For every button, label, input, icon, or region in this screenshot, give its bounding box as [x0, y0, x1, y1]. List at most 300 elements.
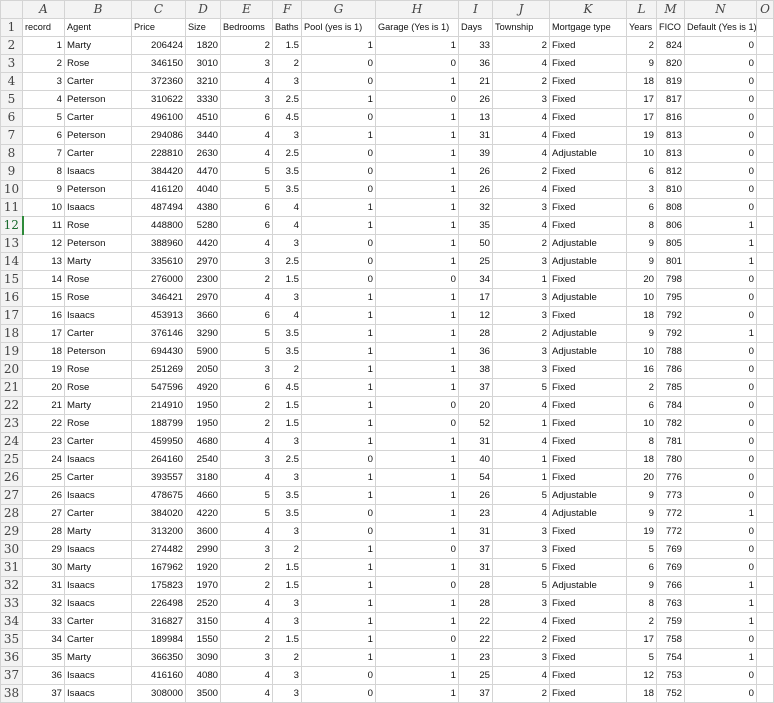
cell[interactable]: 2.5 — [273, 145, 302, 163]
cell[interactable]: 8 — [23, 163, 65, 181]
cell[interactable]: 788 — [657, 343, 685, 361]
cell[interactable]: 15 — [23, 289, 65, 307]
cell[interactable]: 310622 — [132, 91, 186, 109]
cell[interactable]: 547596 — [132, 379, 186, 397]
cell[interactable]: 33 — [459, 37, 493, 55]
cell[interactable]: 1 — [376, 433, 459, 451]
cell[interactable]: 23 — [459, 505, 493, 523]
cell[interactable] — [757, 91, 774, 109]
cell[interactable]: 1550 — [186, 631, 221, 649]
cell[interactable]: 13 — [23, 253, 65, 271]
select-all-corner[interactable] — [1, 1, 23, 19]
cell[interactable]: 0 — [685, 307, 757, 325]
cell[interactable]: 752 — [657, 685, 685, 703]
cell[interactable]: 0 — [302, 145, 376, 163]
cell[interactable]: Isaacs — [65, 595, 132, 613]
cell[interactable]: Rose — [65, 271, 132, 289]
cell[interactable]: 3.5 — [273, 505, 302, 523]
cell[interactable]: 388960 — [132, 235, 186, 253]
cell[interactable]: 3 — [493, 649, 550, 667]
cell[interactable]: 1 — [685, 505, 757, 523]
cell[interactable]: 31 — [459, 433, 493, 451]
cell[interactable]: Marty — [65, 397, 132, 415]
row-header[interactable]: 28 — [1, 505, 23, 523]
cell[interactable]: Carter — [65, 613, 132, 631]
cell[interactable] — [757, 73, 774, 91]
cell[interactable]: Rose — [65, 415, 132, 433]
cell[interactable]: 3 — [627, 181, 657, 199]
cell[interactable]: 3 — [493, 307, 550, 325]
cell[interactable]: 817 — [657, 91, 685, 109]
cell[interactable]: 31 — [459, 523, 493, 541]
cell[interactable]: 28 — [23, 523, 65, 541]
cell[interactable]: 3150 — [186, 613, 221, 631]
cell[interactable]: 3600 — [186, 523, 221, 541]
cell[interactable]: 36 — [23, 667, 65, 685]
cell[interactable] — [757, 325, 774, 343]
cell[interactable]: 766 — [657, 577, 685, 595]
cell[interactable]: 4 — [493, 217, 550, 235]
cell[interactable]: Adjustable — [550, 325, 627, 343]
cell[interactable]: Fixed — [550, 91, 627, 109]
cell[interactable]: 1 — [685, 325, 757, 343]
cell[interactable]: 4680 — [186, 433, 221, 451]
row-header[interactable]: 21 — [1, 379, 23, 397]
row-header[interactable]: 33 — [1, 595, 23, 613]
cell[interactable]: 18 — [627, 307, 657, 325]
row-header[interactable]: 24 — [1, 433, 23, 451]
cell[interactable]: 2.5 — [273, 91, 302, 109]
cell[interactable]: 33 — [23, 613, 65, 631]
cell[interactable]: 0 — [685, 451, 757, 469]
cell[interactable]: 25 — [459, 253, 493, 271]
cell[interactable]: Days — [459, 19, 493, 37]
cell[interactable]: 2 — [627, 613, 657, 631]
cell[interactable]: 1 — [376, 253, 459, 271]
row-header[interactable]: 38 — [1, 685, 23, 703]
cell[interactable]: Marty — [65, 559, 132, 577]
cell[interactable]: 9 — [627, 55, 657, 73]
row-header[interactable]: 11 — [1, 199, 23, 217]
cell[interactable]: 813 — [657, 145, 685, 163]
cell[interactable]: Price — [132, 19, 186, 37]
cell[interactable]: 206424 — [132, 37, 186, 55]
cell[interactable]: 0 — [685, 145, 757, 163]
cell[interactable]: 3210 — [186, 73, 221, 91]
cell[interactable]: 820 — [657, 55, 685, 73]
cell[interactable] — [757, 217, 774, 235]
cell[interactable] — [757, 631, 774, 649]
column-header[interactable]: B — [65, 1, 132, 19]
cell[interactable]: 346421 — [132, 289, 186, 307]
cell[interactable]: 31 — [459, 559, 493, 577]
cell[interactable]: 1 — [302, 325, 376, 343]
row-header[interactable]: 2 — [1, 37, 23, 55]
cell[interactable]: 1 — [302, 559, 376, 577]
cell[interactable]: 10 — [23, 199, 65, 217]
cell[interactable]: 2 — [221, 559, 273, 577]
cell[interactable]: 1.5 — [273, 577, 302, 595]
row-header[interactable]: 17 — [1, 307, 23, 325]
cell[interactable]: 1 — [302, 469, 376, 487]
cell[interactable]: 8 — [627, 433, 657, 451]
cell[interactable] — [757, 181, 774, 199]
cell[interactable]: 1970 — [186, 577, 221, 595]
cell[interactable]: Isaacs — [65, 451, 132, 469]
cell[interactable]: 786 — [657, 361, 685, 379]
cell[interactable]: 2 — [221, 397, 273, 415]
row-header[interactable]: 29 — [1, 523, 23, 541]
cell[interactable]: 4 — [273, 217, 302, 235]
cell[interactable]: 4 — [221, 685, 273, 703]
cell[interactable]: 4 — [221, 289, 273, 307]
cell[interactable] — [757, 541, 774, 559]
cell[interactable]: 0 — [685, 397, 757, 415]
cell[interactable]: 2 — [221, 37, 273, 55]
cell[interactable]: 2990 — [186, 541, 221, 559]
cell[interactable]: 813 — [657, 127, 685, 145]
cell[interactable]: 21 — [23, 397, 65, 415]
cell[interactable]: 0 — [685, 73, 757, 91]
cell[interactable]: Carter — [65, 145, 132, 163]
cell[interactable]: Isaacs — [65, 307, 132, 325]
cell[interactable]: 4660 — [186, 487, 221, 505]
cell[interactable]: Isaacs — [65, 199, 132, 217]
cell[interactable]: 14 — [23, 271, 65, 289]
cell[interactable] — [757, 379, 774, 397]
cell[interactable]: record — [23, 19, 65, 37]
cell[interactable]: 37 — [23, 685, 65, 703]
cell[interactable]: 4220 — [186, 505, 221, 523]
cell[interactable]: 4 — [493, 667, 550, 685]
cell[interactable]: 316827 — [132, 613, 186, 631]
row-header[interactable]: 5 — [1, 91, 23, 109]
cell[interactable]: 3 — [493, 289, 550, 307]
cell[interactable]: 4 — [493, 505, 550, 523]
cell[interactable]: 39 — [459, 145, 493, 163]
cell[interactable]: 1 — [685, 577, 757, 595]
cell[interactable]: 758 — [657, 631, 685, 649]
cell[interactable]: 5 — [221, 163, 273, 181]
cell[interactable]: 1 — [302, 217, 376, 235]
cell[interactable]: 0 — [685, 433, 757, 451]
cell[interactable]: Carter — [65, 469, 132, 487]
cell[interactable]: Bedrooms — [221, 19, 273, 37]
row-header[interactable]: 14 — [1, 253, 23, 271]
cell[interactable]: 1 — [376, 685, 459, 703]
cell[interactable]: 0 — [685, 361, 757, 379]
cell[interactable]: 19 — [627, 127, 657, 145]
cell[interactable]: 4 — [221, 127, 273, 145]
cell[interactable]: Fixed — [550, 127, 627, 145]
cell[interactable]: 4 — [493, 127, 550, 145]
cell[interactable]: 2520 — [186, 595, 221, 613]
cell[interactable]: 308000 — [132, 685, 186, 703]
cell[interactable]: 0 — [302, 505, 376, 523]
cell[interactable]: 4.5 — [273, 379, 302, 397]
cell[interactable]: 16 — [627, 361, 657, 379]
cell[interactable]: Adjustable — [550, 253, 627, 271]
cell[interactable]: 759 — [657, 613, 685, 631]
cell[interactable]: Fixed — [550, 217, 627, 235]
cell[interactable]: 0 — [376, 91, 459, 109]
row-header[interactable]: 12 — [1, 217, 23, 235]
cell[interactable]: 4 — [493, 433, 550, 451]
cell[interactable]: 1 — [376, 181, 459, 199]
cell[interactable]: 0 — [685, 109, 757, 127]
cell[interactable]: 3 — [273, 127, 302, 145]
cell[interactable]: 34 — [459, 271, 493, 289]
cell[interactable]: 30 — [23, 559, 65, 577]
cell[interactable]: 26 — [23, 487, 65, 505]
cell[interactable]: 3 — [493, 541, 550, 559]
cell[interactable]: 1 — [376, 595, 459, 613]
cell[interactable]: 782 — [657, 415, 685, 433]
cell[interactable]: 1 — [376, 379, 459, 397]
cell[interactable]: 2 — [627, 37, 657, 55]
cell[interactable]: 5 — [221, 505, 273, 523]
cell[interactable]: 17 — [627, 109, 657, 127]
cell[interactable]: Adjustable — [550, 235, 627, 253]
cell[interactable]: Fixed — [550, 37, 627, 55]
cell[interactable]: 3.5 — [273, 163, 302, 181]
cell[interactable]: 294086 — [132, 127, 186, 145]
row-header[interactable]: 31 — [1, 559, 23, 577]
cell[interactable]: Marty — [65, 253, 132, 271]
cell[interactable]: 2 — [627, 379, 657, 397]
cell[interactable]: 4 — [221, 469, 273, 487]
cell[interactable]: 20 — [459, 397, 493, 415]
cell[interactable]: 808 — [657, 199, 685, 217]
cell[interactable]: Mortgage type — [550, 19, 627, 37]
cell[interactable]: Isaacs — [65, 667, 132, 685]
cell[interactable]: 416120 — [132, 181, 186, 199]
cell[interactable]: 3660 — [186, 307, 221, 325]
cell[interactable]: 393557 — [132, 469, 186, 487]
cell[interactable] — [757, 415, 774, 433]
column-header[interactable]: J — [493, 1, 550, 19]
cell[interactable]: 52 — [459, 415, 493, 433]
cell[interactable]: 3 — [273, 523, 302, 541]
cell[interactable]: 4420 — [186, 235, 221, 253]
cell[interactable]: 2.5 — [273, 451, 302, 469]
cell[interactable]: 2970 — [186, 253, 221, 271]
row-header[interactable]: 30 — [1, 541, 23, 559]
row-header[interactable]: 8 — [1, 145, 23, 163]
cell[interactable]: 3 — [273, 469, 302, 487]
cell[interactable]: 17 — [23, 325, 65, 343]
cell[interactable]: Adjustable — [550, 145, 627, 163]
cell[interactable]: 1950 — [186, 415, 221, 433]
cell[interactable]: 3 — [221, 649, 273, 667]
cell[interactable]: 6 — [627, 163, 657, 181]
cell[interactable]: 754 — [657, 649, 685, 667]
cell[interactable]: 4 — [221, 145, 273, 163]
cell[interactable]: 1.5 — [273, 271, 302, 289]
cell[interactable]: 1 — [493, 271, 550, 289]
column-header[interactable]: A — [23, 1, 65, 19]
cell[interactable]: Carter — [65, 505, 132, 523]
cell[interactable]: 28 — [459, 577, 493, 595]
cell[interactable]: 1.5 — [273, 37, 302, 55]
cell[interactable]: 2 — [493, 163, 550, 181]
row-header[interactable]: 20 — [1, 361, 23, 379]
row-header[interactable]: 26 — [1, 469, 23, 487]
cell[interactable] — [757, 451, 774, 469]
cell[interactable]: 11 — [23, 217, 65, 235]
column-header[interactable]: G — [302, 1, 376, 19]
cell[interactable]: 1.5 — [273, 631, 302, 649]
cell[interactable]: 0 — [376, 577, 459, 595]
cell[interactable]: 1 — [302, 397, 376, 415]
cell[interactable]: 10 — [627, 343, 657, 361]
cell[interactable]: 4080 — [186, 667, 221, 685]
cell[interactable]: 1950 — [186, 397, 221, 415]
cell[interactable]: 1 — [376, 649, 459, 667]
column-header[interactable]: D — [186, 1, 221, 19]
row-header[interactable]: 1 — [1, 19, 23, 37]
cell[interactable]: 0 — [685, 379, 757, 397]
row-header[interactable]: 36 — [1, 649, 23, 667]
cell[interactable]: 20 — [627, 271, 657, 289]
cell[interactable]: 1 — [302, 541, 376, 559]
cell[interactable]: Fixed — [550, 271, 627, 289]
cell[interactable]: 19 — [23, 361, 65, 379]
cell[interactable]: 2 — [493, 73, 550, 91]
cell[interactable]: 264160 — [132, 451, 186, 469]
cell[interactable]: 6 — [221, 307, 273, 325]
cell[interactable]: 7 — [23, 145, 65, 163]
cell[interactable]: Fixed — [550, 649, 627, 667]
cell[interactable]: 3500 — [186, 685, 221, 703]
cell[interactable]: 5 — [493, 577, 550, 595]
cell[interactable]: 9 — [23, 181, 65, 199]
row-header[interactable]: 35 — [1, 631, 23, 649]
cell[interactable]: 384420 — [132, 163, 186, 181]
cell[interactable]: 1 — [493, 451, 550, 469]
cell[interactable]: 3 — [273, 235, 302, 253]
cell[interactable]: 812 — [657, 163, 685, 181]
cell[interactable]: 9 — [627, 505, 657, 523]
cell[interactable]: 1 — [376, 487, 459, 505]
cell[interactable]: 2 — [493, 685, 550, 703]
cell[interactable]: 772 — [657, 523, 685, 541]
cell[interactable]: 3 — [273, 667, 302, 685]
row-header[interactable]: 6 — [1, 109, 23, 127]
cell[interactable]: Peterson — [65, 235, 132, 253]
row-header[interactable]: 10 — [1, 181, 23, 199]
cell[interactable]: Peterson — [65, 181, 132, 199]
cell[interactable]: 35 — [23, 649, 65, 667]
cell[interactable]: 4 — [273, 199, 302, 217]
cell[interactable]: FICO — [657, 19, 685, 37]
cell[interactable]: 0 — [685, 271, 757, 289]
cell[interactable]: 22 — [459, 631, 493, 649]
cell[interactable]: 816 — [657, 109, 685, 127]
cell[interactable]: Fixed — [550, 361, 627, 379]
cell[interactable]: Fixed — [550, 613, 627, 631]
cell[interactable]: 23 — [23, 433, 65, 451]
cell[interactable]: 3 — [221, 361, 273, 379]
cell[interactable]: 26 — [459, 181, 493, 199]
cell[interactable]: 1 — [376, 289, 459, 307]
cell[interactable]: 34 — [23, 631, 65, 649]
cell[interactable]: 228810 — [132, 145, 186, 163]
cell[interactable]: Fixed — [550, 469, 627, 487]
cell[interactable]: 376146 — [132, 325, 186, 343]
cell[interactable]: Fixed — [550, 433, 627, 451]
cell[interactable]: 4 — [493, 55, 550, 73]
cell[interactable]: 0 — [685, 343, 757, 361]
cell[interactable] — [757, 199, 774, 217]
cell[interactable]: 1 — [302, 343, 376, 361]
cell[interactable]: 5 — [493, 559, 550, 577]
cell[interactable]: 4 — [221, 613, 273, 631]
cell[interactable]: 17 — [627, 91, 657, 109]
cell[interactable] — [757, 163, 774, 181]
cell[interactable] — [757, 19, 774, 37]
cell[interactable]: 3290 — [186, 325, 221, 343]
cell[interactable]: 3 — [493, 91, 550, 109]
cell[interactable] — [757, 127, 774, 145]
cell[interactable]: 3 — [273, 613, 302, 631]
cell[interactable]: 251269 — [132, 361, 186, 379]
cell[interactable]: 3 — [273, 433, 302, 451]
cell[interactable]: 4380 — [186, 199, 221, 217]
cell[interactable]: 6 — [221, 109, 273, 127]
row-header[interactable]: 3 — [1, 55, 23, 73]
cell[interactable]: Adjustable — [550, 505, 627, 523]
cell[interactable]: 384020 — [132, 505, 186, 523]
cell[interactable]: 769 — [657, 559, 685, 577]
cell[interactable]: 18 — [627, 685, 657, 703]
cell[interactable]: 5 — [221, 325, 273, 343]
cell[interactable]: 1 — [376, 235, 459, 253]
cell[interactable]: 22 — [459, 613, 493, 631]
cell[interactable]: Fixed — [550, 379, 627, 397]
cell[interactable]: 36 — [459, 55, 493, 73]
cell[interactable]: 4920 — [186, 379, 221, 397]
cell[interactable]: 20 — [627, 469, 657, 487]
cell[interactable] — [757, 55, 774, 73]
row-header[interactable]: 15 — [1, 271, 23, 289]
cell[interactable]: 1 — [685, 217, 757, 235]
cell[interactable]: Rose — [65, 289, 132, 307]
cell[interactable] — [757, 559, 774, 577]
cell[interactable]: 769 — [657, 541, 685, 559]
cell[interactable]: 1 — [376, 667, 459, 685]
cell[interactable]: 3 — [221, 91, 273, 109]
cell[interactable]: 784 — [657, 397, 685, 415]
cell[interactable]: 31 — [23, 577, 65, 595]
cell[interactable]: 0 — [376, 541, 459, 559]
cell[interactable]: 2630 — [186, 145, 221, 163]
cell[interactable] — [757, 433, 774, 451]
cell[interactable]: 776 — [657, 469, 685, 487]
cell[interactable]: 3 — [221, 451, 273, 469]
cell[interactable]: 1 — [376, 127, 459, 145]
cell[interactable]: Fixed — [550, 523, 627, 541]
cell[interactable]: 6 — [627, 199, 657, 217]
cell[interactable]: Adjustable — [550, 577, 627, 595]
cell[interactable]: 0 — [302, 667, 376, 685]
column-header[interactable]: F — [273, 1, 302, 19]
cell[interactable]: 0 — [685, 685, 757, 703]
row-header[interactable]: 25 — [1, 451, 23, 469]
cell[interactable]: 8 — [627, 217, 657, 235]
cell[interactable]: 4040 — [186, 181, 221, 199]
cell[interactable]: 35 — [459, 217, 493, 235]
